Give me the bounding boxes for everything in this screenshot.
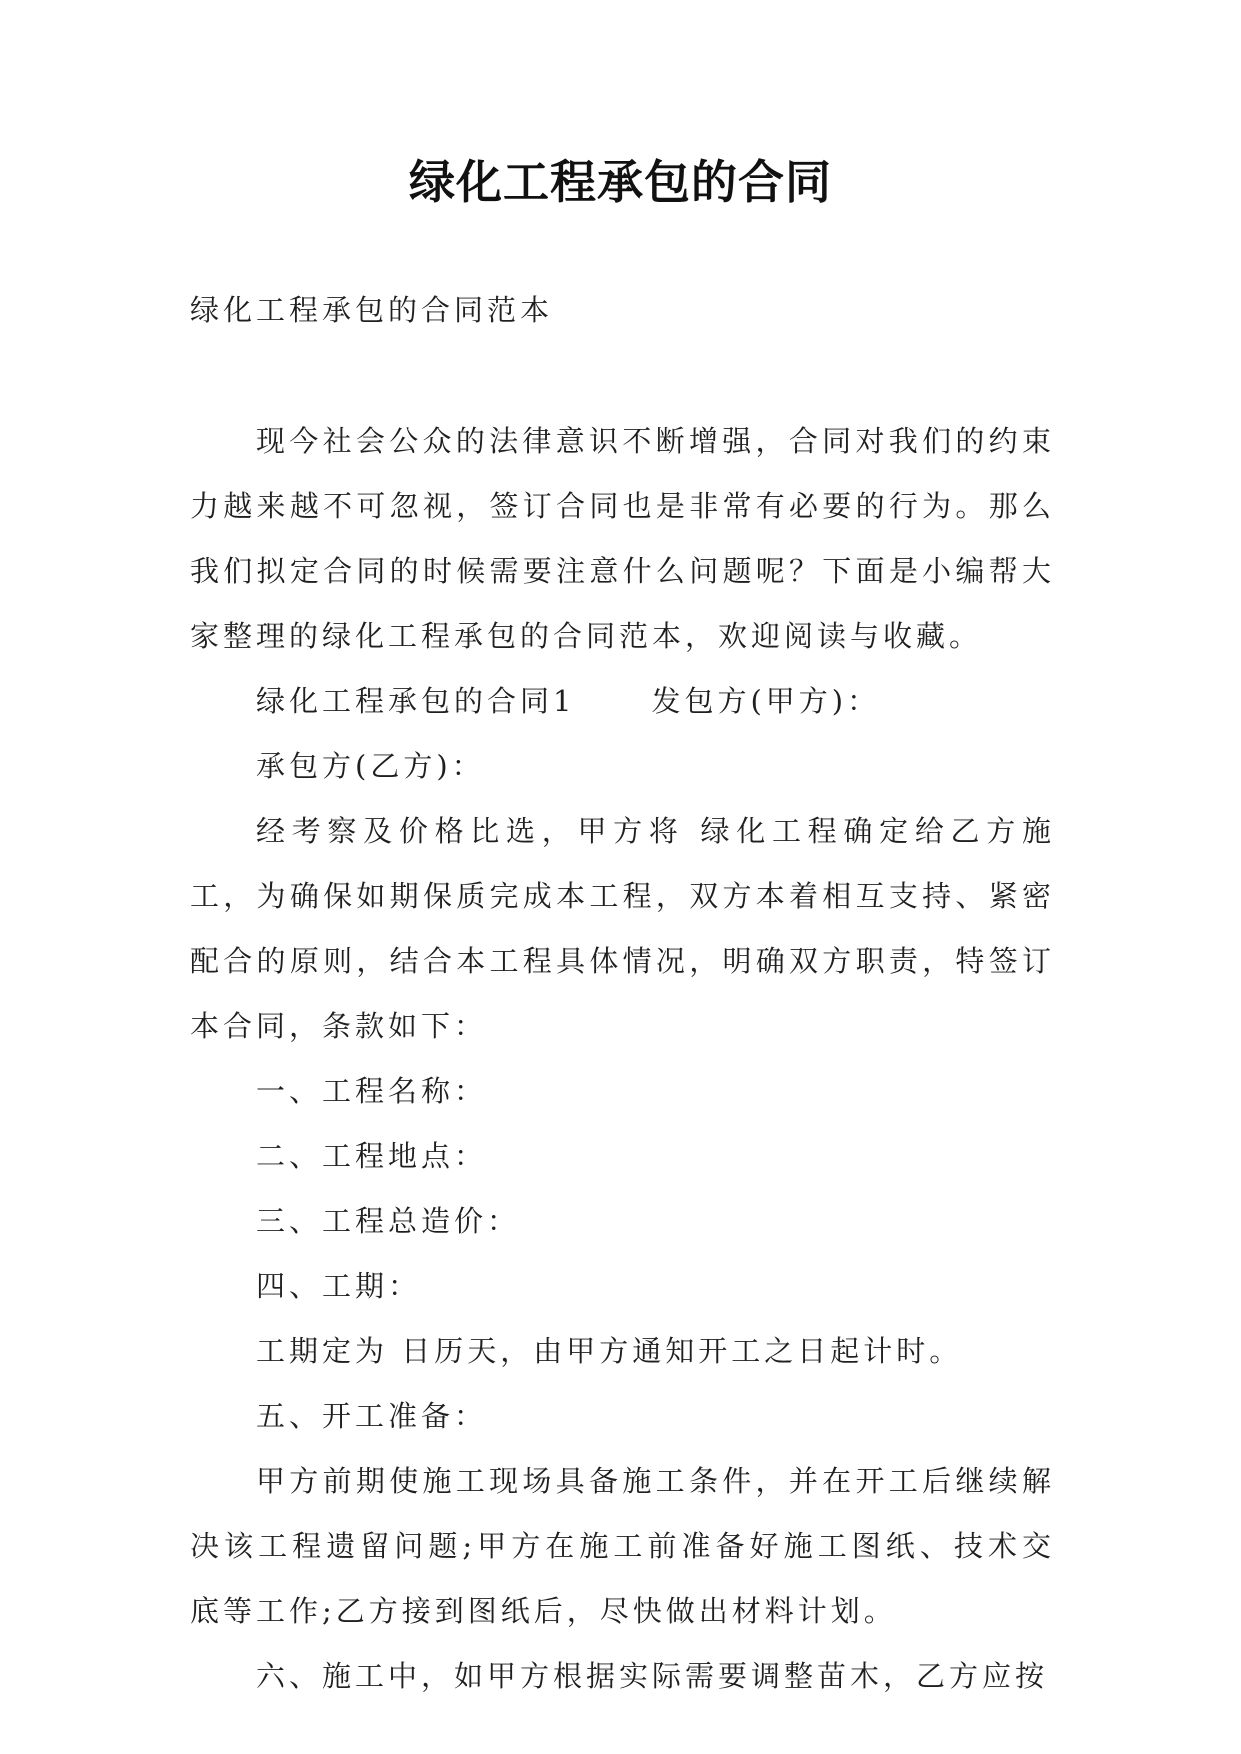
clause-project-location: 二、工程地点：: [256, 1139, 488, 1173]
clause-total-cost: 三、工程总造价：: [256, 1204, 521, 1238]
intro-paragraph: 现今社会公众的法律意识不断增强，合同对我们的约束力越来越不可忽视，签订合同也是非常有必要的行为。那么我们拟定合同的时候需要注意什么问题呢？下面是小编帮大家整理的绿化工程承包的合同范本，欢迎阅读与收藏。: [190, 424, 1055, 653]
clause-project-name: 一、工程名称：: [256, 1074, 488, 1108]
document-subtitle: 绿化工程承包的合同范本: [190, 293, 554, 327]
document-body: [190, 409, 1055, 1709]
clause-preparation: 五、开工准备：: [256, 1399, 488, 1433]
contract-preamble: 经考察及价格比选，甲方将 绿化工程确定给乙方施工，为确保如期保质完成本工程，双方本着相互支持、紧密配合的原则，结合本工程具体情况，明确双方职责，特签订本合同，条款如下：: [190, 814, 1055, 1043]
contract-heading-line: [190, 669, 1055, 734]
preparation-detail: 甲方前期使施工现场具备施工条件，并在开工后继续解决该工程遗留问题;甲方在施工前准备好施工图纸、技术交底等工作;乙方接到图纸后，尽快做出材料计划。: [190, 1464, 1055, 1628]
document-title: 绿化工程承包的合同: [409, 155, 832, 209]
duration-detail: 工期定为 日历天，由甲方通知开工之日起计时。: [256, 1334, 963, 1368]
contract-heading: 绿化工程承包的合同1: [256, 684, 576, 718]
party-a-label: 发包方(甲方)：: [651, 684, 881, 718]
clause-construction: 六、施工中，如甲方根据实际需要调整苗木，乙方应按: [256, 1659, 1049, 1693]
party-b-label: 承包方(乙方)：: [256, 749, 485, 783]
clause-duration: 四、工期：: [256, 1269, 422, 1303]
